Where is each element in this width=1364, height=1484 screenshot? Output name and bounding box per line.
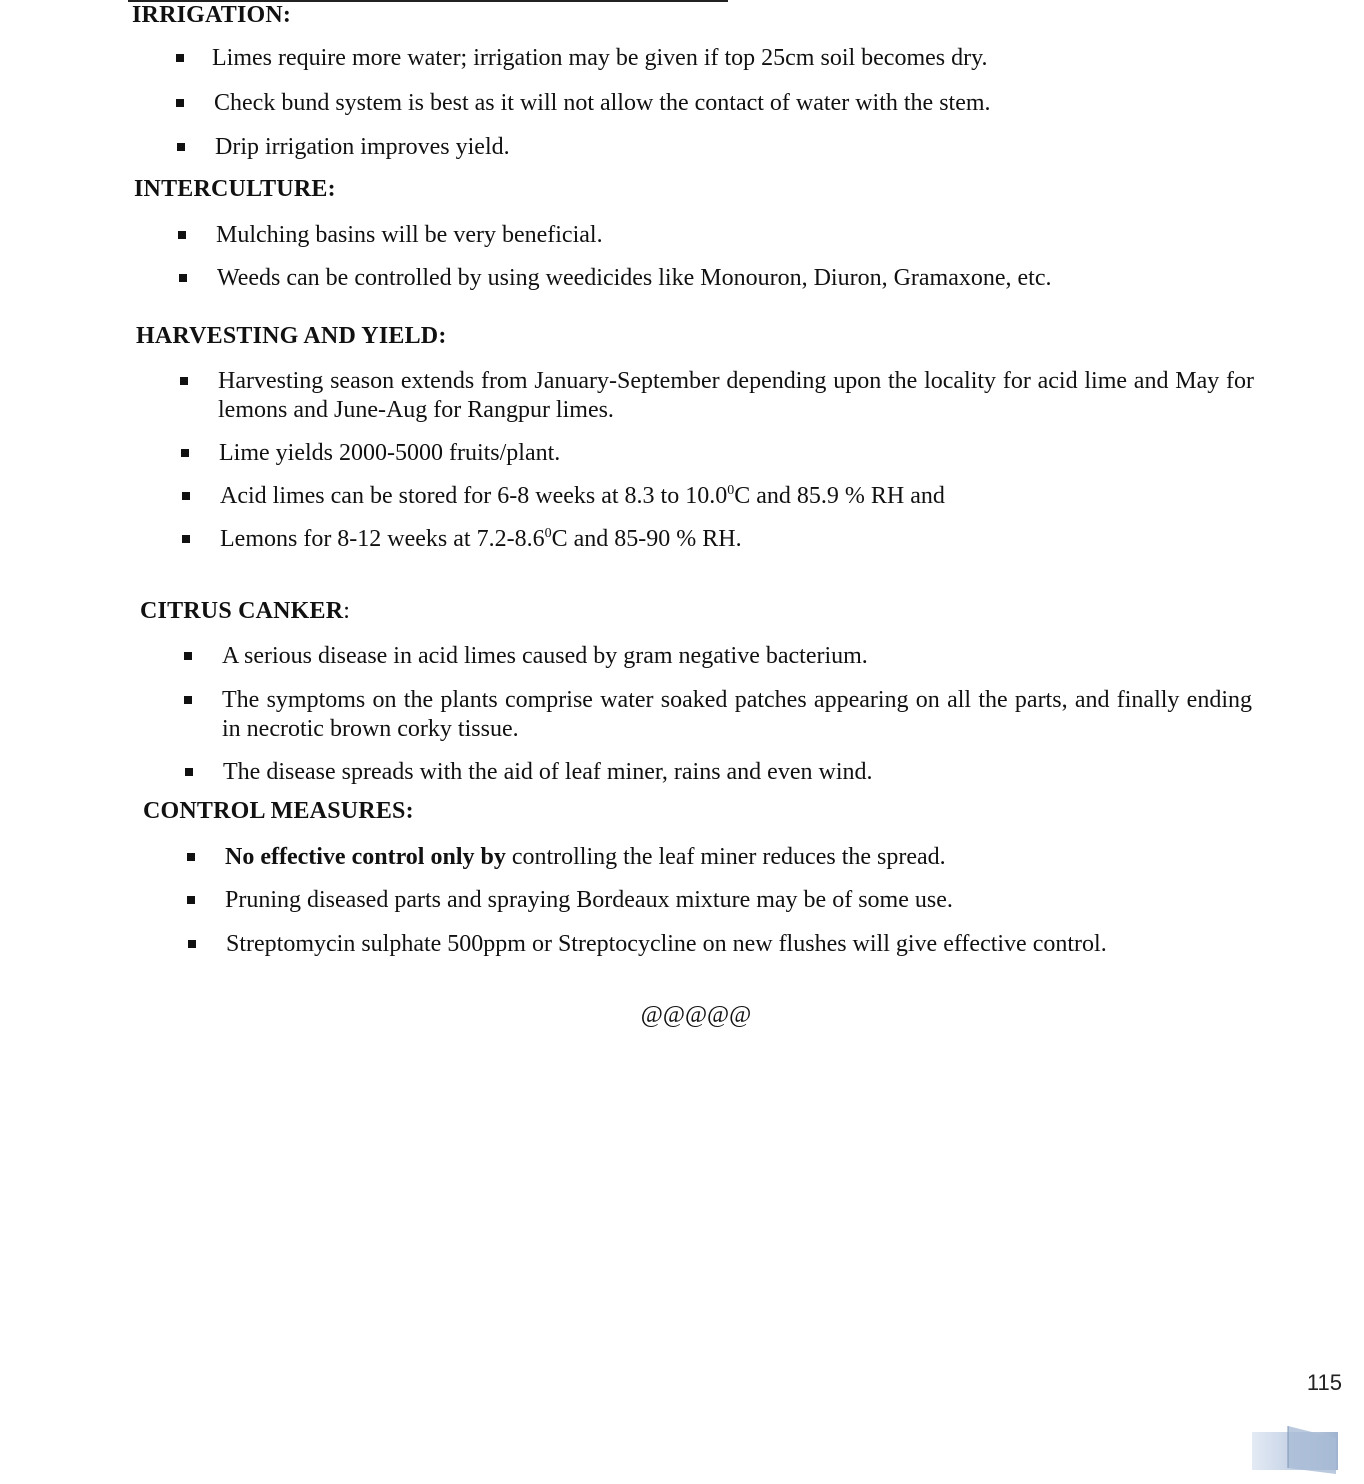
bullet-icon bbox=[177, 143, 185, 151]
heading-harvesting: HARVESTING AND YIELD: bbox=[136, 323, 447, 349]
bullet-icon bbox=[178, 231, 186, 239]
list-item: Pruning diseased parts and spraying Bordeaux mixture may be of some use. bbox=[225, 886, 953, 915]
heading-irrigation: IRRIGATION: bbox=[132, 2, 292, 28]
storage-lemon-text: Lemons for 8-12 weeks at $7.2-8.6^0C$ and 85-90 % RH. bbox=[220, 526, 742, 552]
bullet-icon bbox=[184, 652, 192, 660]
bullet-icon bbox=[179, 274, 187, 282]
bullet-icon bbox=[180, 377, 188, 385]
bullet-icon bbox=[176, 54, 184, 62]
list-item: No effective control only by controlling the leaf miner reduces the spread. bbox=[225, 843, 946, 872]
list-item: Mulching basins will be very beneficial. bbox=[216, 221, 603, 250]
bullet-icon bbox=[188, 940, 196, 948]
list-item: Streptomycin sulphate 500ppm or Streptocycline on new flushes will give effective control. bbox=[226, 930, 1107, 959]
list-item: Check bund system is best as it will not allow the contact of water with the stem. bbox=[214, 89, 991, 118]
bold-lead-text: No effective control only by bbox=[225, 844, 506, 870]
page-number: 115 bbox=[1306, 1370, 1342, 1395]
list-item: Weeds can be controlled by using weedicides like Monouron, Diuron, Gramaxone, etc. bbox=[217, 264, 1052, 293]
list-item: The symptoms on the plants comprise water soaked patches appearing on all the parts, and finally ending in necrotic brown corky tissue. bbox=[222, 686, 1252, 744]
page-curl-icon bbox=[1248, 1424, 1344, 1476]
list-item: The disease spreads with the aid of leaf miner, rains and even wind. bbox=[223, 758, 873, 787]
list-item bbox=[220, 525, 742, 554]
bullet-icon bbox=[187, 896, 195, 904]
heading-control-measures: CONTROL MEASURES: bbox=[143, 798, 414, 824]
storage-acid-text: Acid limes can be stored for 6-8 weeks at 8.3 to 10.0$^0$C and 85.9 % RH and bbox=[220, 483, 945, 509]
end-marker: @@@@@ bbox=[640, 1002, 752, 1028]
list-item: Drip irrigation improves yield. bbox=[215, 133, 510, 162]
list-item: Limes require more water; irrigation may be given if top 25cm soil becomes dry. bbox=[212, 44, 988, 73]
bullet-icon bbox=[182, 492, 190, 500]
list-item: A serious disease in acid limes caused by gram negative bacterium. bbox=[222, 642, 868, 671]
bullet-icon bbox=[184, 696, 192, 704]
bullet-icon bbox=[182, 535, 190, 543]
bullet-icon bbox=[176, 99, 184, 107]
heading-citrus-canker: CITRUS CANKER: bbox=[140, 598, 351, 624]
heading-interculture: INTERCULTURE: bbox=[134, 176, 336, 202]
list-item: Harvesting season extends from January-September depending upon the locality for acid lime and May for lemons and June-Aug for Rangpur limes. bbox=[218, 367, 1254, 425]
list-item bbox=[220, 482, 945, 511]
list-item: Lime yields 2000-5000 fruits/plant. bbox=[219, 439, 560, 468]
bullet-icon bbox=[185, 768, 193, 776]
bullet-icon bbox=[187, 853, 195, 861]
bullet-icon bbox=[181, 449, 189, 457]
